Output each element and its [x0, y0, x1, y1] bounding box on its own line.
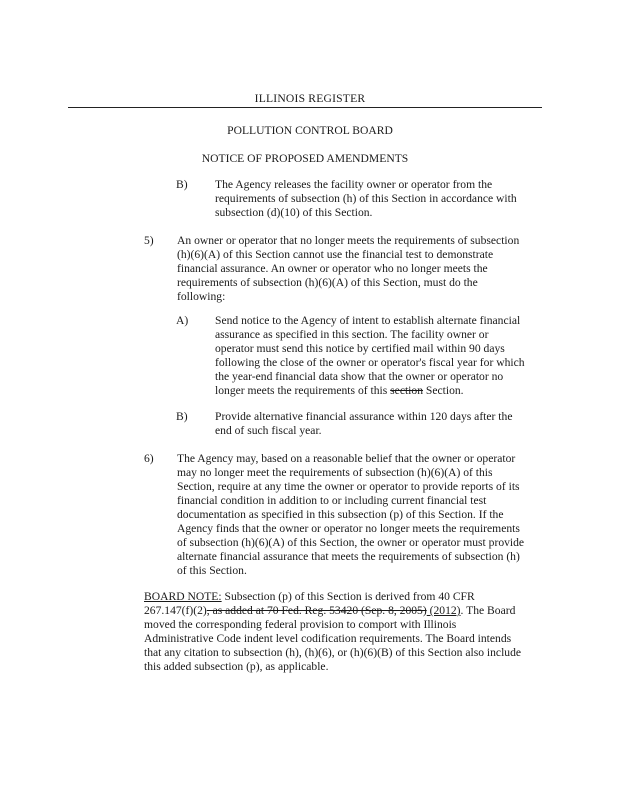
text-line: may no longer meet the requirements of subsection (h)(6)(A) of this	[177, 466, 493, 479]
text-line: of this Section.	[177, 564, 247, 577]
text-line: An owner or operator that no longer meets the requirements of subsection	[177, 234, 520, 247]
note-line-amended	[144, 604, 521, 618]
text-line: alternate financial assurance that meets the requirements of subsection (h)	[177, 550, 520, 563]
item-label: B)	[176, 410, 188, 423]
text-line: financial condition in addition to or including current financial test	[177, 494, 487, 507]
note-line	[144, 590, 521, 604]
notice-title: NOTICE OF PROPOSED AMENDMENTS	[201, 152, 409, 165]
text-line: following the close of the owner or operator's fiscal year for which	[215, 356, 525, 369]
text-line: assurance as specified in this section. The facility owner or	[215, 328, 489, 341]
register-title: ILLINOIS REGISTER	[254, 92, 366, 105]
text-line: documentation as specified in this subsection (p) of this Section. If the	[177, 508, 504, 521]
text-line: requirements of subsection (h) of this Section in accordance with	[215, 192, 517, 205]
note-line: this added subsection (p), as applicable.	[144, 660, 329, 673]
note-line: that any citation to subsection (h), (h)(6), or (h)(6)(B) of this Section also include	[144, 646, 522, 659]
text-line: Send notice to the Agency of intent to establish alternate financial	[215, 314, 521, 327]
text-line: requirements of subsection (h)(6)(A) of this Section, must do the	[177, 276, 478, 289]
text-line: Provide alternative financial assurance within 120 days after the	[215, 410, 513, 423]
text-line: (h)(6)(A) of this Section cannot use the financial test to demonstrate	[177, 248, 494, 261]
item-label: A)	[176, 314, 189, 327]
header-rule	[68, 107, 542, 108]
text-fragment: . The Board	[460, 604, 516, 617]
note-line: moved the corresponding federal provision to comport with Illinois	[144, 618, 457, 631]
text-line: subsection (d)(10) of this Section.	[215, 206, 373, 219]
text-fragment: Section.	[423, 384, 464, 397]
board-note	[144, 590, 521, 674]
deleted-text: , as added at 70 Fed. Reg. 53420 (Sep. 8, 2005)	[206, 604, 427, 617]
note-line: Administrative Code indent level codification requirements. The Board intends	[144, 632, 512, 645]
text-line: Agency finds that the owner or operator no longer meets the requirements	[177, 522, 520, 535]
item-label: 6)	[144, 452, 154, 465]
text-line: The Agency may, based on a reasonable belief that the owner or operator	[177, 452, 516, 465]
text-line: of subsection (h)(6)(A) of this Section, the owner or operator must provide	[177, 536, 525, 549]
text-fragment: Subsection (p) of this Section is derived from 40 CFR	[221, 590, 475, 603]
text-fragment: 267.147(f)(2)	[144, 604, 207, 617]
text-line: The Agency releases the facility owner or operator from the	[215, 178, 493, 191]
text-line: the year-end financial data show that the owner or operator no	[215, 370, 504, 383]
text-line: operator must send this notice by certified mail within 90 days	[215, 342, 505, 355]
text-line: end of such fiscal year.	[215, 424, 322, 437]
deleted-text: section	[390, 384, 423, 397]
text-line: financial assurance. An owner or operator who no longer meets the	[177, 262, 488, 275]
note-label: BOARD NOTE:	[144, 590, 222, 603]
text-line: following:	[177, 290, 226, 303]
text-line-amended	[215, 384, 525, 398]
item-label: B)	[176, 178, 188, 191]
board-title: POLLUTION CONTROL BOARD	[227, 124, 393, 137]
item-label: 5)	[144, 234, 154, 247]
text-fragment: longer meets the requirements of this	[215, 384, 391, 397]
text-line: Section, require at any time the owner or operator to provide reports of its	[177, 480, 520, 493]
added-text: (2012)	[426, 604, 461, 617]
